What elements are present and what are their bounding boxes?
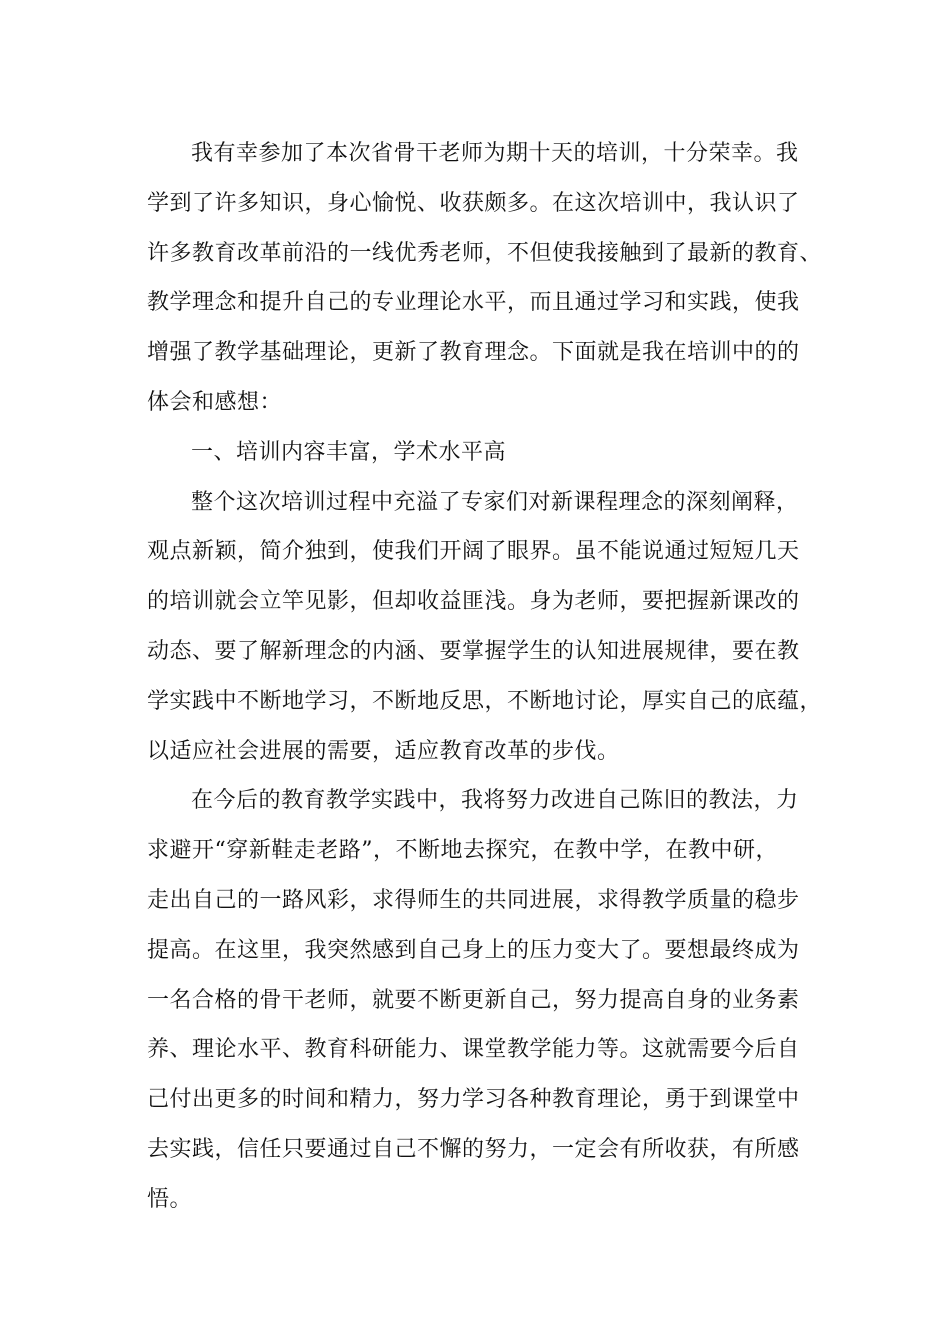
paragraph-training-content (147, 478, 823, 777)
paragraph-future-practice (147, 776, 823, 1224)
text-line: 在今后的教育教学实践中，我将努力改进自己陈旧的教法，力 (191, 788, 799, 814)
text-line: 整个这次培训过程中充溢了专家们对新课程理念的深刻阐释， (191, 489, 799, 515)
text-line: 求避开“穿新鞋走老路”，不断地去探究，在教中学，在教中研， (147, 838, 778, 864)
text-line: 体会和感想： (147, 389, 283, 415)
text-line: 悟。 (147, 1186, 193, 1212)
text-line: 增强了教学基础理论，更新了教育理念。下面就是我在培训中的的 (147, 340, 800, 366)
text-line: 教学理念和提升自己的专业理论水平，而且通过学习和实践，使我 (147, 290, 800, 316)
text-line: 学到了许多知识，身心愉悦、收获颇多。在这次培训中，我认识了 (147, 190, 800, 216)
text-line: 的培训就会立竿见影，但却收益匪浅。身为老师，要把握新课改的 (147, 589, 800, 615)
document-body (147, 129, 823, 1225)
paragraph-intro (147, 129, 823, 428)
text-line: 一名合格的骨干老师，就要不断更新自己，努力提高自身的业务素 (147, 987, 800, 1013)
text-line: 观点新颖，简介独到，使我们开阔了眼界。虽不能说通过短短几天 (147, 539, 800, 565)
text-line: 养、理论水平、教育科研能力、课堂教学能力等。这就需要今后自 (147, 1037, 800, 1063)
text-line: 动态、要了解新理念的内涵、要掌握学生的认知进展规律，要在教 (147, 638, 800, 664)
text-line: 提高。在这里，我突然感到自己身上的压力变大了。要想最终成为 (147, 937, 800, 963)
text-line: 学实践中不断地学习，不断地反思，不断地讨论，厚实自己的底蕴， (147, 688, 823, 714)
text-line: 己付出更多的时间和精力，努力学习各种教育理论，勇于到课堂中 (147, 1087, 800, 1113)
text-line: 走出自己的一路风彩，求得师生的共同进展，求得教学质量的稳步 (147, 887, 800, 913)
text-line: 去实践，信任只要通过自己不懈的努力，一定会有所收获，有所感 (147, 1136, 800, 1162)
text-line: 以适应社会进展的需要，适应教育改革的步伐。 (147, 738, 620, 764)
text-line: 我有幸参加了本次省骨干老师为期十天的培训，十分荣幸。我 (191, 141, 799, 166)
section-heading-text: 一、培训内容丰富，学术水平高 (191, 439, 507, 465)
text-line: 许多教育改革前沿的一线优秀老师，不但使我接触到了最新的教育、 (147, 240, 823, 266)
section-heading (147, 428, 823, 478)
